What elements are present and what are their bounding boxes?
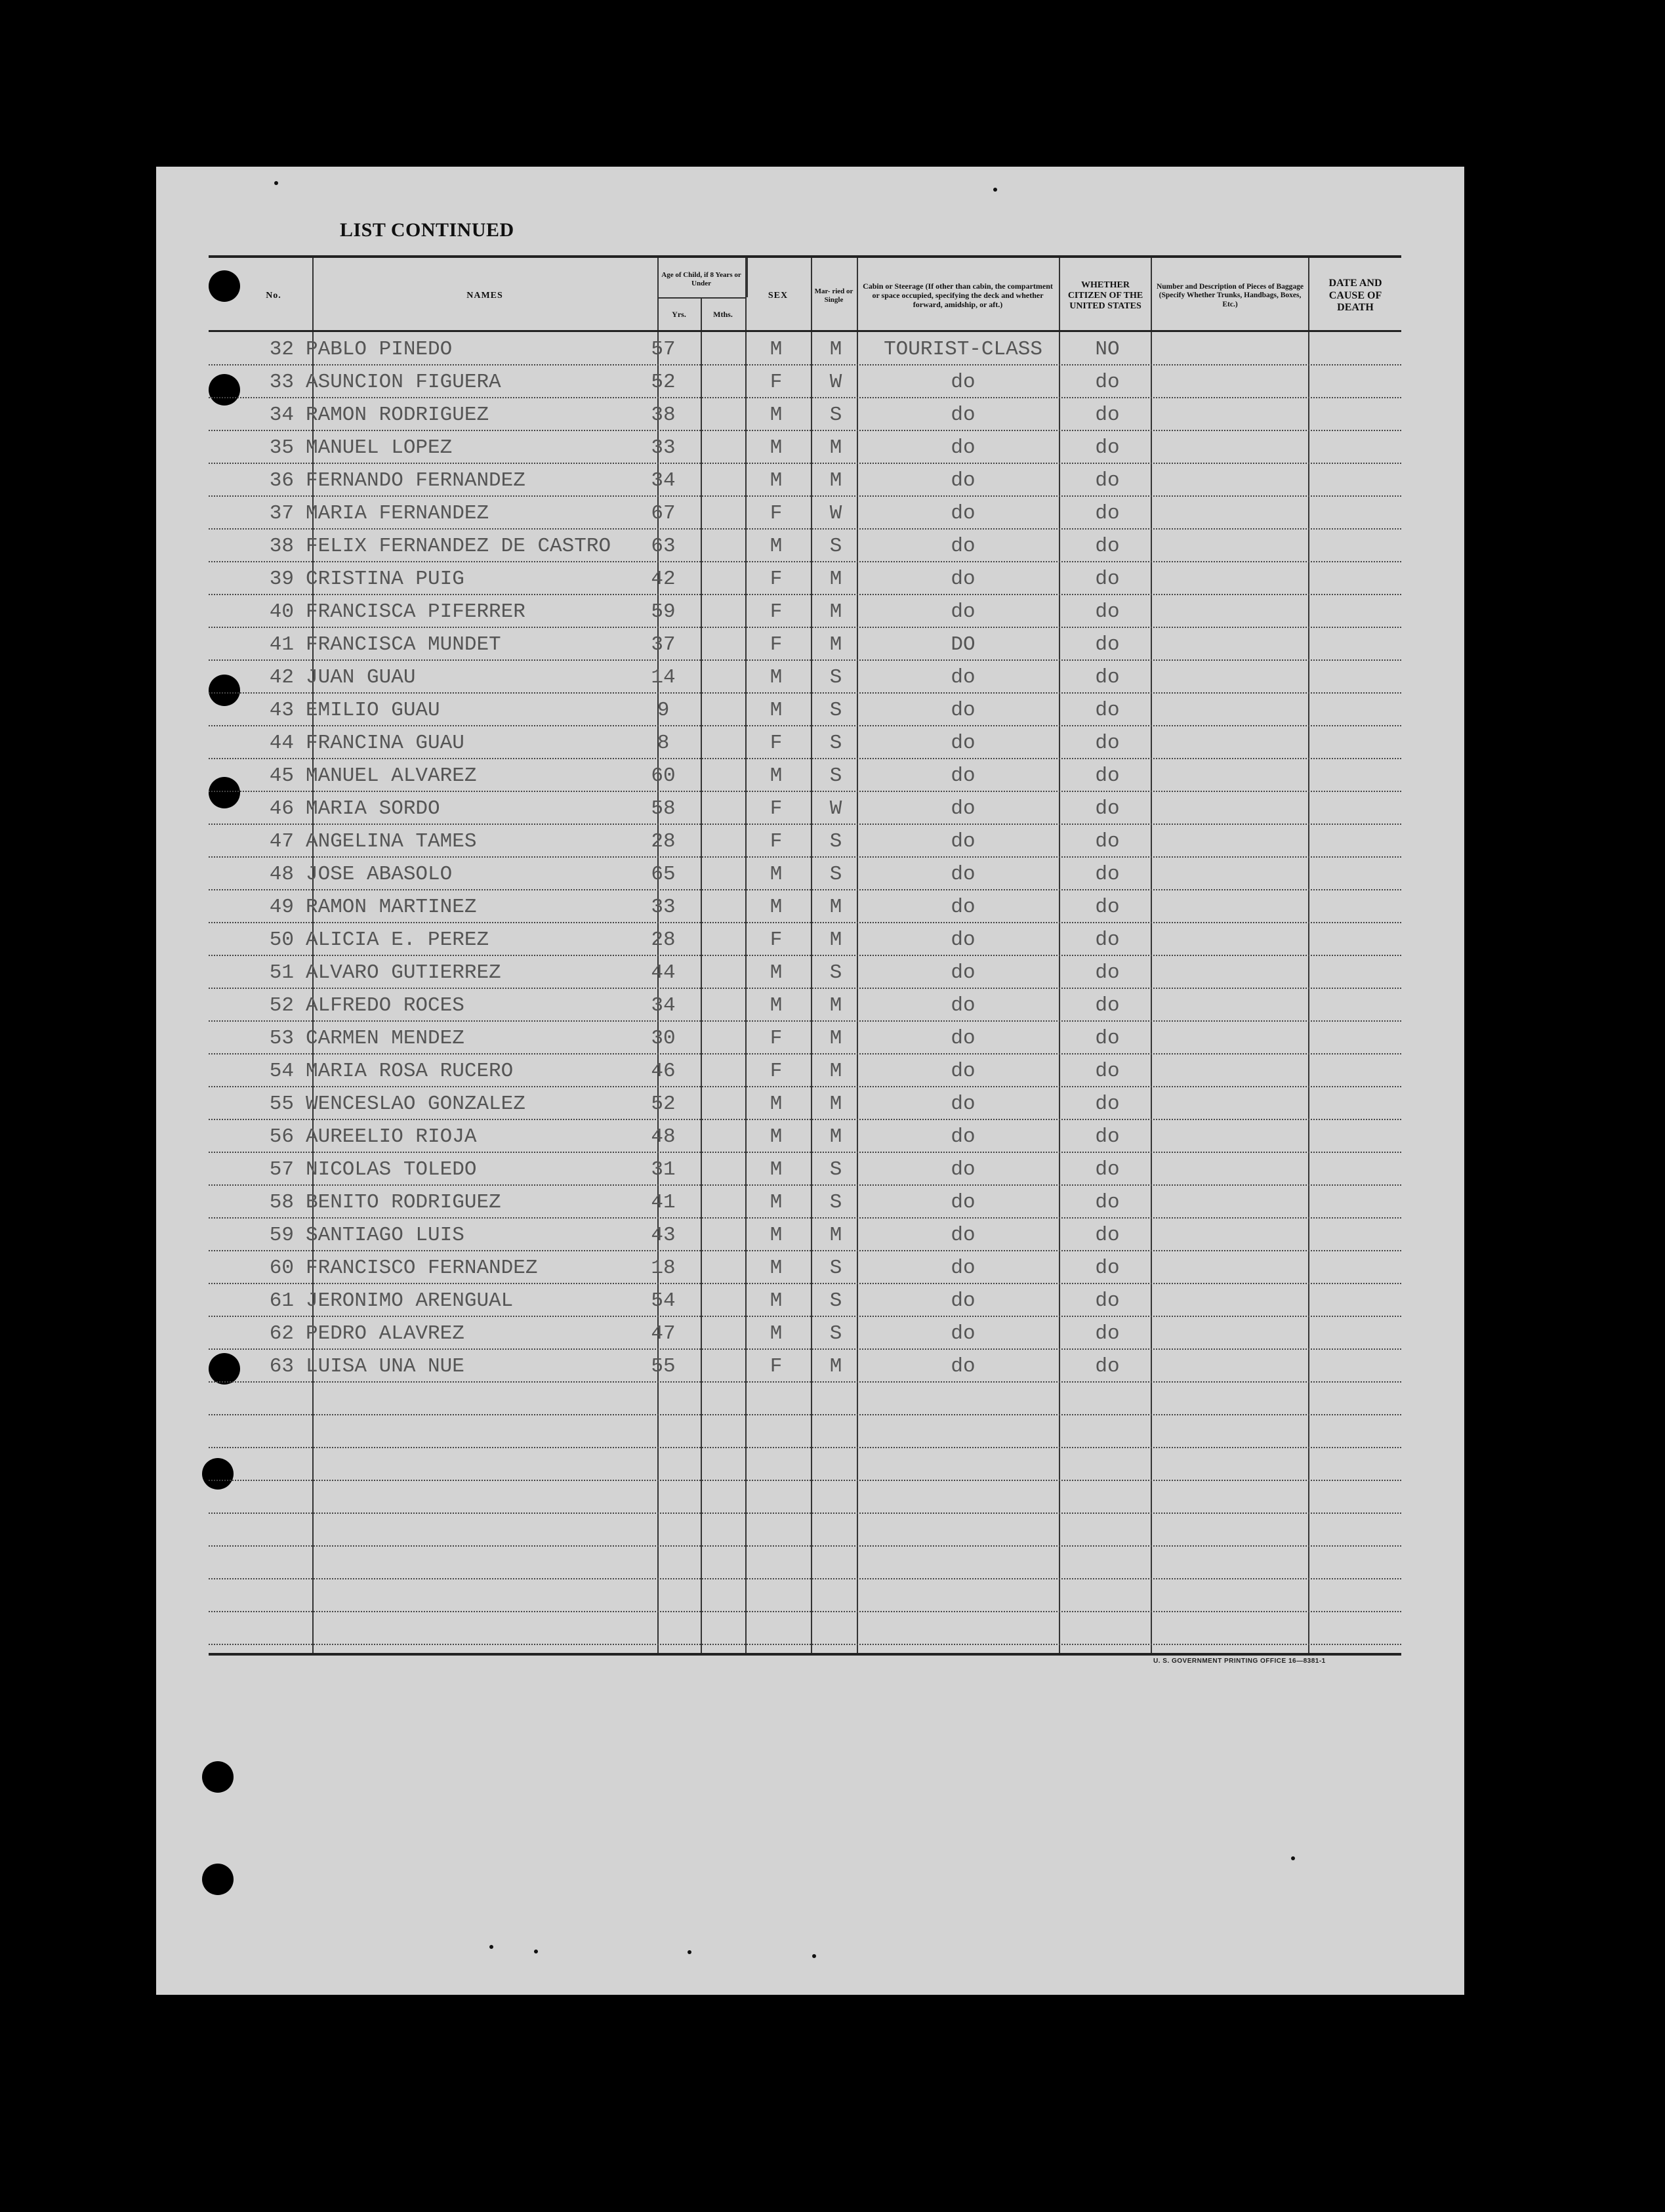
table-row — [209, 1217, 1401, 1251]
punch-hole — [202, 1864, 234, 1895]
marital-status: S — [829, 1257, 842, 1280]
table-row — [209, 1250, 1401, 1284]
table-row — [209, 955, 1401, 989]
passenger-number: 40 — [269, 600, 294, 623]
marital-status: M — [829, 1224, 842, 1247]
age-years: 44 — [651, 961, 676, 984]
sex-value: F — [770, 600, 783, 623]
marital-status: M — [829, 1093, 842, 1116]
passenger-number: 47 — [269, 830, 294, 853]
passenger-name: MARIA ROSA RUCERO — [306, 1060, 514, 1083]
passenger-number: 39 — [269, 568, 294, 591]
age-years: 52 — [651, 1093, 676, 1116]
marital-status: S — [829, 1322, 842, 1345]
age-years: 57 — [651, 338, 676, 361]
sex-value: F — [770, 732, 783, 755]
us-citizen: do — [1095, 961, 1120, 984]
passenger-name: FRANCISCA MUNDET — [306, 633, 501, 656]
passenger-number: 46 — [269, 797, 294, 820]
table-row — [209, 1184, 1401, 1219]
marital-status: M — [829, 1125, 842, 1148]
sex-value: M — [770, 666, 783, 689]
age-years: 38 — [651, 404, 676, 427]
passenger-number: 34 — [269, 404, 294, 427]
marital-status: S — [829, 1289, 842, 1312]
cabin-class: do — [951, 1060, 976, 1083]
cabin-class: do — [951, 404, 976, 427]
passenger-name: ALICIA E. PEREZ — [306, 929, 489, 951]
table-row — [209, 791, 1401, 825]
age-years: 18 — [651, 1257, 676, 1280]
passenger-number: 56 — [269, 1125, 294, 1148]
table-row — [209, 364, 1401, 398]
sex-value: F — [770, 1060, 783, 1083]
us-citizen: do — [1095, 929, 1120, 951]
list-title: LIST CONTINUED — [340, 219, 514, 241]
cabin-class: do — [951, 1224, 976, 1247]
table-row — [209, 1611, 1401, 1645]
us-citizen: do — [1095, 1093, 1120, 1116]
table-row — [209, 528, 1401, 562]
header-citizen: WHETHER CITIZEN OF THE UNITED STATES — [1067, 280, 1143, 312]
header-age: Age of Child, if 8 Years or Under — [661, 271, 741, 287]
age-years: 30 — [651, 1027, 676, 1050]
passenger-name: RAMON RODRIGUEZ — [306, 404, 489, 427]
sex-value: F — [770, 371, 783, 394]
us-citizen: do — [1095, 732, 1120, 755]
us-citizen: do — [1095, 699, 1120, 722]
table-row — [209, 1513, 1401, 1547]
age-years: 37 — [651, 633, 676, 656]
cabin-class: do — [951, 568, 976, 591]
passenger-name: CARMEN MENDEZ — [306, 1027, 464, 1050]
sex-value: M — [770, 1191, 783, 1214]
sex-value: F — [770, 1355, 783, 1378]
us-citizen: do — [1095, 1125, 1120, 1148]
passenger-number: 49 — [269, 896, 294, 919]
passenger-name: MANUEL ALVAREZ — [306, 764, 477, 787]
header-mths: Mths. — [713, 309, 733, 319]
passenger-name: FRANCISCO FERNANDEZ — [306, 1257, 538, 1280]
passenger-name: NICOLAS TOLEDO — [306, 1158, 477, 1181]
passenger-name: JERONIMO ARENGUAL — [306, 1289, 514, 1312]
cabin-class: do — [951, 1322, 976, 1345]
cabin-class: do — [951, 1158, 976, 1181]
cabin-class: do — [951, 1093, 976, 1116]
us-citizen: do — [1095, 863, 1120, 886]
table-row — [209, 463, 1401, 497]
cabin-class: do — [951, 994, 976, 1017]
sex-value: M — [770, 1224, 783, 1247]
passenger-name: FERNANDO FERNANDEZ — [306, 469, 525, 492]
sex-value: F — [770, 502, 783, 525]
marital-status: S — [829, 764, 842, 787]
marital-status: S — [829, 699, 842, 722]
passenger-name: FRANCISCA PIFERRER — [306, 600, 525, 623]
age-years: 59 — [651, 600, 676, 623]
passenger-number: 50 — [269, 929, 294, 951]
passenger-name: SANTIAGO LUIS — [306, 1224, 464, 1247]
us-citizen: do — [1095, 568, 1120, 591]
marital-status: S — [829, 732, 842, 755]
age-years: 52 — [651, 371, 676, 394]
table-row — [209, 988, 1401, 1022]
cabin-class: do — [951, 371, 976, 394]
header-no: No. — [266, 290, 281, 301]
marital-status: M — [829, 469, 842, 492]
table-row — [209, 627, 1401, 661]
sex-value: F — [770, 797, 783, 820]
table-row — [209, 1086, 1401, 1120]
passenger-number: 63 — [269, 1355, 294, 1378]
passenger-number: 58 — [269, 1191, 294, 1214]
sex-value: M — [770, 896, 783, 919]
passenger-name: BENITO RODRIGUEZ — [306, 1191, 501, 1214]
table-row — [209, 1545, 1401, 1579]
table-row — [209, 594, 1401, 628]
table-row — [209, 1480, 1401, 1514]
table-row — [209, 1119, 1401, 1153]
marital-status: M — [829, 338, 842, 361]
sex-value: M — [770, 699, 783, 722]
cabin-class: do — [951, 929, 976, 951]
table-row — [209, 1578, 1401, 1612]
marital-status: M — [829, 1355, 842, 1378]
cabin-class: do — [951, 830, 976, 853]
us-citizen: do — [1095, 436, 1120, 459]
passenger-number: 52 — [269, 994, 294, 1017]
header-married: Mar- ried or Single — [814, 287, 853, 304]
header-death: DATE AND CAUSE OF DEATH — [1328, 278, 1382, 314]
age-years: 34 — [651, 994, 676, 1017]
marital-status: W — [829, 797, 842, 820]
passenger-number: 48 — [269, 863, 294, 886]
sex-value: M — [770, 404, 783, 427]
passenger-name: ASUNCION FIGUERA — [306, 371, 501, 394]
passenger-number: 37 — [269, 502, 294, 525]
passenger-name: FRANCINA GUAU — [306, 732, 464, 755]
us-citizen: do — [1095, 535, 1120, 558]
passenger-number: 57 — [269, 1158, 294, 1181]
table-row — [209, 692, 1401, 726]
sex-value: M — [770, 436, 783, 459]
sex-value: F — [770, 568, 783, 591]
sex-value: M — [770, 764, 783, 787]
marital-status: S — [829, 1191, 842, 1214]
us-citizen: NO — [1095, 338, 1120, 361]
passenger-name: MANUEL LOPEZ — [306, 436, 453, 459]
passenger-name: JOSE ABASOLO — [306, 863, 453, 886]
marital-status: S — [829, 404, 842, 427]
sex-value: M — [770, 961, 783, 984]
cabin-class: do — [951, 797, 976, 820]
cabin-class: do — [951, 666, 976, 689]
passenger-name: AUREELIO RIOJA — [306, 1125, 477, 1148]
header-baggage: Number and Description of Pieces of Baggage (Specify Whether Trunks, Handbags, Boxes, Etc.) — [1156, 283, 1304, 308]
marital-status: S — [829, 830, 842, 853]
cabin-class: do — [951, 436, 976, 459]
age-years: 14 — [651, 666, 676, 689]
us-citizen: do — [1095, 1191, 1120, 1214]
age-years: 46 — [651, 1060, 676, 1083]
marital-status: S — [829, 961, 842, 984]
passenger-name: JUAN GUAU — [306, 666, 416, 689]
age-years: 54 — [651, 1289, 676, 1312]
passenger-name: EMILIO GUAU — [306, 699, 440, 722]
sex-value: M — [770, 1257, 783, 1280]
passenger-number: 33 — [269, 371, 294, 394]
marital-status: M — [829, 1060, 842, 1083]
marital-status: S — [829, 666, 842, 689]
header-sex: SEX — [768, 290, 789, 301]
sex-value: M — [770, 994, 783, 1017]
cabin-class: do — [951, 764, 976, 787]
age-years: 60 — [651, 764, 676, 787]
sex-value: M — [770, 469, 783, 492]
table-row — [209, 495, 1401, 530]
punch-hole — [202, 1761, 234, 1793]
sex-value: M — [770, 535, 783, 558]
age-years: 28 — [651, 830, 676, 853]
us-citizen: do — [1095, 666, 1120, 689]
cabin-class: DO — [951, 633, 976, 656]
passenger-number: 45 — [269, 764, 294, 787]
table-row — [209, 889, 1401, 923]
us-citizen: do — [1095, 502, 1120, 525]
passenger-number: 43 — [269, 699, 294, 722]
age-years: 48 — [651, 1125, 676, 1148]
marital-status: W — [829, 502, 842, 525]
sex-value: M — [770, 1289, 783, 1312]
cabin-class: do — [951, 600, 976, 623]
marital-status: M — [829, 600, 842, 623]
table-row — [209, 1414, 1401, 1448]
us-citizen: do — [1095, 1224, 1120, 1247]
passenger-name: ALVARO GUTIERREZ — [306, 961, 501, 984]
passenger-number: 38 — [269, 535, 294, 558]
sex-value: M — [770, 1093, 783, 1116]
passenger-number: 59 — [269, 1224, 294, 1247]
sex-value: M — [770, 1322, 783, 1345]
passenger-number: 41 — [269, 633, 294, 656]
marital-status: M — [829, 929, 842, 951]
header-cabin: Cabin or Steerage (If other than cabin, the compartment or space occupied, specifying the deck and whether forward, amidship, or aft.) — [863, 282, 1053, 309]
passenger-number: 35 — [269, 436, 294, 459]
passenger-name: LUISA UNA NUE — [306, 1355, 464, 1378]
age-years: 33 — [651, 436, 676, 459]
sex-value: F — [770, 633, 783, 656]
table-row — [209, 1152, 1401, 1186]
sex-value: F — [770, 830, 783, 853]
passenger-name: MARIA FERNANDEZ — [306, 502, 489, 525]
us-citizen: do — [1095, 371, 1120, 394]
us-citizen: do — [1095, 797, 1120, 820]
us-citizen: do — [1095, 469, 1120, 492]
table-row — [209, 922, 1401, 956]
marital-status: M — [829, 633, 842, 656]
passenger-number: 51 — [269, 961, 294, 984]
manifest-table — [209, 255, 1401, 1656]
age-years: 42 — [651, 568, 676, 591]
cabin-class: do — [951, 863, 976, 886]
cabin-class: do — [951, 1125, 976, 1148]
passenger-name: WENCESLAO GONZALEZ — [306, 1093, 525, 1116]
age-years: 28 — [651, 929, 676, 951]
table-row — [209, 1283, 1401, 1317]
passenger-name: PABLO PINEDO — [306, 338, 453, 361]
marital-status: M — [829, 568, 842, 591]
passenger-name: PEDRO ALAVREZ — [306, 1322, 464, 1345]
sex-value: M — [770, 1125, 783, 1148]
passenger-number: 36 — [269, 469, 294, 492]
table-row — [209, 824, 1401, 858]
table-row — [209, 430, 1401, 464]
cabin-class: do — [951, 535, 976, 558]
table-row — [209, 397, 1401, 431]
sex-value: M — [770, 338, 783, 361]
table-row — [209, 856, 1401, 890]
table-row — [209, 1348, 1401, 1383]
passenger-number: 55 — [269, 1093, 294, 1116]
passenger-number: 61 — [269, 1289, 294, 1312]
age-years: 8 — [657, 732, 670, 755]
us-citizen: do — [1095, 1355, 1120, 1378]
passenger-name: CRISTINA PUIG — [306, 568, 464, 591]
marital-status: S — [829, 863, 842, 886]
us-citizen: do — [1095, 1257, 1120, 1280]
cabin-class: do — [951, 1027, 976, 1050]
age-years: 43 — [651, 1224, 676, 1247]
passenger-number: 54 — [269, 1060, 294, 1083]
age-years: 63 — [651, 535, 676, 558]
age-years: 55 — [651, 1355, 676, 1378]
sex-value: M — [770, 1158, 783, 1181]
age-years: 58 — [651, 797, 676, 820]
us-citizen: do — [1095, 1027, 1120, 1050]
sex-value: F — [770, 1027, 783, 1050]
us-citizen: do — [1095, 1322, 1120, 1345]
marital-status: M — [829, 1027, 842, 1050]
cabin-class: TOURIST-CLASS — [884, 338, 1042, 361]
us-citizen: do — [1095, 1289, 1120, 1312]
cabin-class: do — [951, 1289, 976, 1312]
table-row — [209, 725, 1401, 759]
age-years: 47 — [651, 1322, 676, 1345]
sex-value: M — [770, 863, 783, 886]
us-citizen: do — [1095, 404, 1120, 427]
table-row — [209, 1447, 1401, 1481]
age-years: 65 — [651, 863, 676, 886]
table-row — [209, 561, 1401, 595]
cabin-class: do — [951, 732, 976, 755]
table-row — [209, 758, 1401, 792]
marital-status: M — [829, 994, 842, 1017]
passenger-name: MARIA SORDO — [306, 797, 440, 820]
table-row — [209, 1020, 1401, 1054]
cabin-class: do — [951, 896, 976, 919]
marital-status: S — [829, 1158, 842, 1181]
table-row — [209, 331, 1401, 365]
passenger-number: 44 — [269, 732, 294, 755]
us-citizen: do — [1095, 994, 1120, 1017]
table-row — [209, 1053, 1401, 1087]
marital-status: W — [829, 371, 842, 394]
passenger-number: 32 — [269, 338, 294, 361]
cabin-class: do — [951, 469, 976, 492]
manifest-page — [156, 167, 1464, 1995]
age-years: 9 — [657, 699, 670, 722]
age-years: 33 — [651, 896, 676, 919]
us-citizen: do — [1095, 830, 1120, 853]
passenger-name: ALFREDO ROCES — [306, 994, 464, 1017]
us-citizen: do — [1095, 600, 1120, 623]
header-names: NAMES — [466, 290, 503, 301]
marital-status: M — [829, 436, 842, 459]
us-citizen: do — [1095, 1158, 1120, 1181]
header-yrs: Yrs. — [672, 309, 686, 319]
cabin-class: do — [951, 1355, 976, 1378]
cabin-class: do — [951, 502, 976, 525]
table-row — [209, 659, 1401, 694]
marital-status: M — [829, 896, 842, 919]
passenger-name: ANGELINA TAMES — [306, 830, 477, 853]
table-row — [209, 1316, 1401, 1350]
age-years: 67 — [651, 502, 676, 525]
age-years: 31 — [651, 1158, 676, 1181]
marital-status: S — [829, 535, 842, 558]
cabin-class: do — [951, 1191, 976, 1214]
sex-value: F — [770, 929, 783, 951]
passenger-name: RAMON MARTINEZ — [306, 896, 477, 919]
passenger-number: 53 — [269, 1027, 294, 1050]
us-citizen: do — [1095, 633, 1120, 656]
passenger-number: 42 — [269, 666, 294, 689]
table-row — [209, 1381, 1401, 1415]
age-years: 34 — [651, 469, 676, 492]
age-years: 41 — [651, 1191, 676, 1214]
cabin-class: do — [951, 1257, 976, 1280]
passenger-number: 62 — [269, 1322, 294, 1345]
us-citizen: do — [1095, 1060, 1120, 1083]
us-citizen: do — [1095, 764, 1120, 787]
cabin-class: do — [951, 699, 976, 722]
printer-imprint: U. S. GOVERNMENT PRINTING OFFICE 16—8381-1 — [1153, 1658, 1326, 1665]
passenger-number: 60 — [269, 1257, 294, 1280]
cabin-class: do — [951, 961, 976, 984]
passenger-name: FELIX FERNANDEZ DE CASTRO — [306, 535, 611, 558]
us-citizen: do — [1095, 896, 1120, 919]
